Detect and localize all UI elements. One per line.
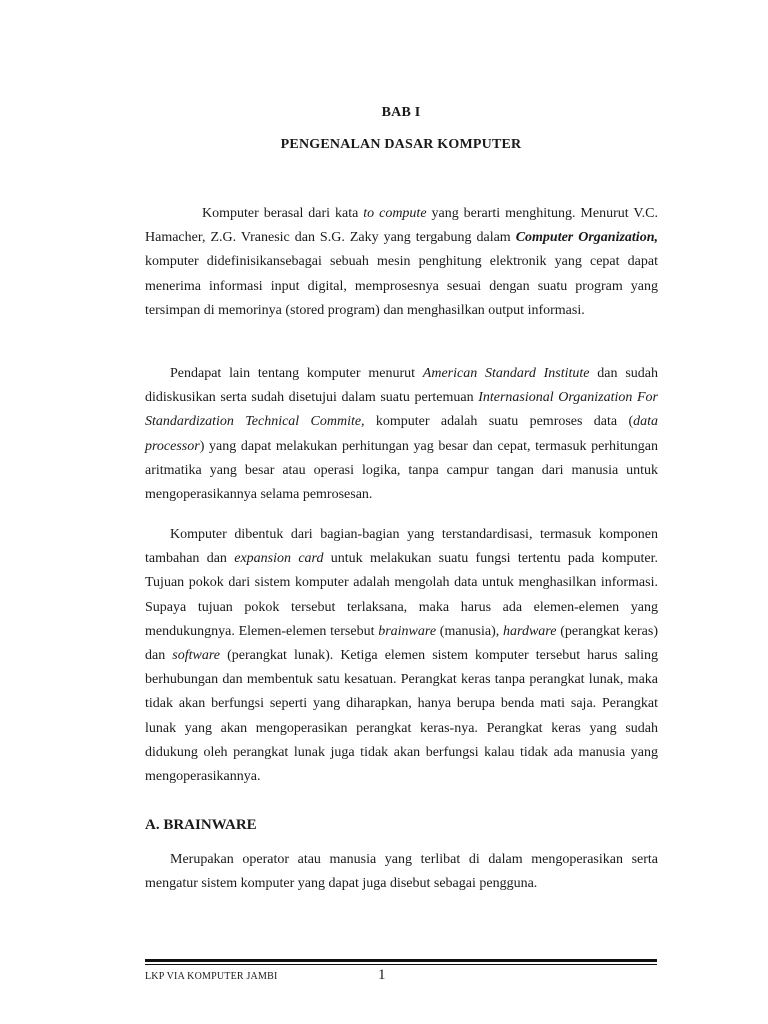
paragraph-3: Komputer dibentuk dari bagian-bagian yang terstandardisasi, termasuk komponen tambahan dan expansion card untuk melakukan suatu fungsi tertentu pada komputer. Tujuan pokok dari sistem komputer adalah mengolah data untuk menghasilkan informasi. Supaya tujuan pokok tersebut terlaksana, maka harus ada elemen-elemen yang mendukungnya. Elemen-elemen tersebut brainware (manusia), hardware (perangkat keras) dan software (perangkat lunak). Ketiga elemen sistem komputer tersebut harus saling berhubungan dan membentuk satu kesatuan. Perangkat keras tanpa perangkat lunak, maka tidak akan berfungsi seperti yang diharapkan, hanya berupa benda mati saja. Perangkat lunak yang akan mengoperasikan perangkat keras-nya. Perangkat keras yang sudah didukung oleh perangkat lunak juga tidak akan berfungsi kalau tidak ada manusia yang mengoperasikannya. bbox=[145, 527, 659, 785]
chapter-title: PENGENALAN DASAR KOMPUTER bbox=[280, 137, 522, 152]
page-number: 1 bbox=[378, 967, 386, 983]
section-heading-brainware: A. BRAINWARE bbox=[145, 817, 257, 833]
footer-organization: LKP VIA KOMPUTER JAMBI bbox=[145, 971, 278, 982]
paragraph-1: Komputer berasal dari kata to compute yang berarti menghitung. Menurut V.C. Hamacher, Z.G. Vranesic dan S.G. Zaky yang tergabung dalam Computer Organization, komputer didefinisikansebagai sebuah mesin penghitung elektronik yang cepat dapat menerima informasi input digital, memprosesnya sesuai dengan suatu program yang tersimpan di memorinya (stored program) dan menghasilkan output informasi. bbox=[145, 206, 658, 318]
paragraph-4: Merupakan operator atau manusia yang terlibat di dalam mengoperasikan serta mengatur sistem komputer yang dapat juga disebut sebagai pengguna. bbox=[145, 852, 658, 892]
footer-rule-thin bbox=[145, 964, 657, 965]
footer-rule-thick bbox=[145, 959, 657, 962]
paragraph-2: Pendapat lain tentang komputer menurut American Standard Institute dan sudah didiskusikan serta sudah disetujui dalam suatu pertemuan Internasional Organization For Standardization Technical Commite, komputer adalah suatu pemroses data (data processor) yang dapat melakukan perhitungan yag besar dan cepat, termasuk perhitungan aritmatika yang besar atau operasi logika, tanpa campur tangan dari manusia untuk mengoperasikannya selama pemrosesan. bbox=[145, 366, 658, 503]
chapter-label: BAB I bbox=[381, 105, 421, 120]
